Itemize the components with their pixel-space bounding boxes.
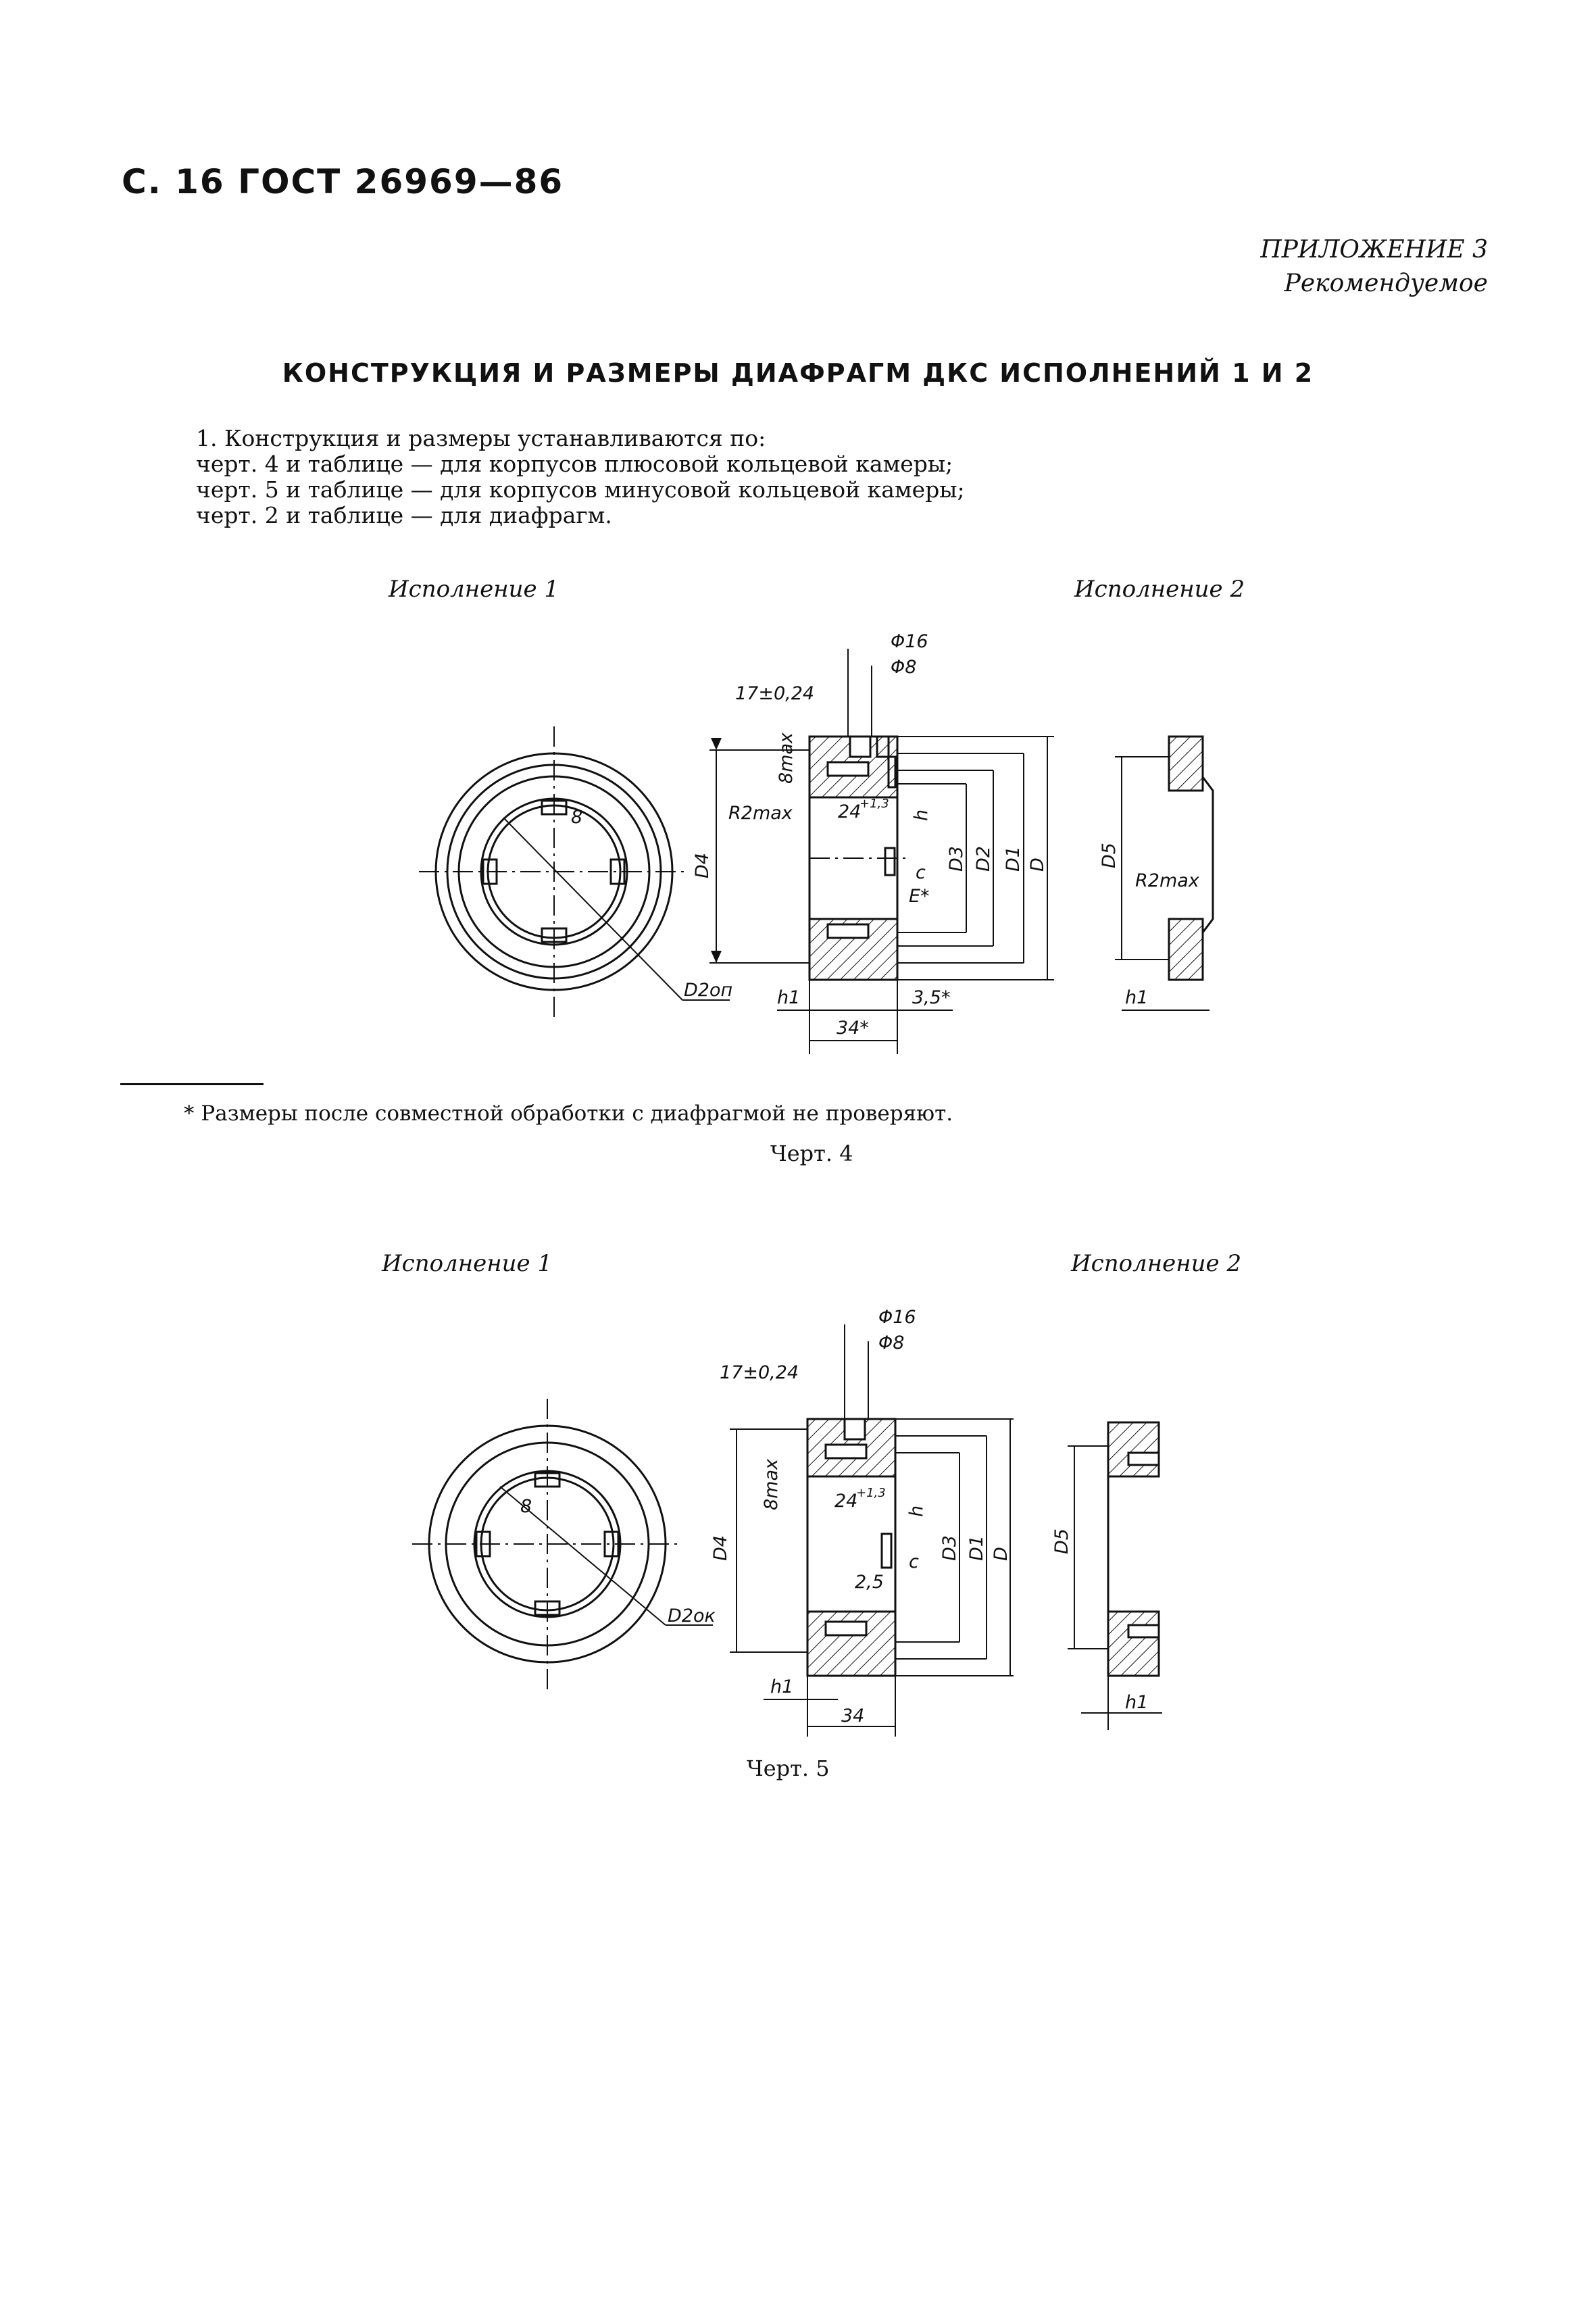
fig4-dim-h: h [911, 809, 932, 821]
fig5-dim-d1: D1 [966, 1535, 987, 1561]
fig4-dim-e: E* [909, 886, 930, 907]
fig4-dim-d: D [1027, 857, 1048, 872]
footnote: * Размеры после совместной обработки с диафрагмой не проверяют. [184, 1101, 953, 1126]
fig4-dim-24: 24 [838, 801, 862, 822]
fig5-v2-dim-h1: h1 [1125, 1692, 1149, 1713]
fig4-v2-dim-d5: D5 [1099, 843, 1120, 868]
fig4-dim-r2max: R2max [728, 803, 793, 824]
fig5-label-right: Исполнение 2 [1071, 1250, 1242, 1277]
fig5-dim-phi8: Φ8 [878, 1333, 905, 1353]
fig4-dim-8max: 8max [776, 732, 797, 784]
fig4-front-view [419, 726, 733, 1017]
paragraph-line: черт. 2 и таблице — для диафрагм. [196, 502, 612, 528]
fig5-dim-34: 34 [841, 1706, 865, 1726]
fig5-dim-2-5: 2,5 [855, 1572, 884, 1593]
fig5-v2-dim-d5: D5 [1051, 1528, 1072, 1554]
fig5-dim-24-tol: +1,3 [856, 1486, 886, 1500]
paragraph-line: черт. 4 и таблице — для корпусов плюсовой кольцевой камеры; [196, 451, 953, 477]
fig4-dim-c: c [916, 862, 926, 883]
fig5-dim-h1: h1 [770, 1676, 794, 1697]
fig5-label-left: Исполнение 1 [382, 1250, 553, 1277]
fig5-dim-h: h [906, 1505, 927, 1517]
fig4-dim-d2op: D2оп [684, 980, 733, 1001]
fig5-section-view [730, 1324, 1014, 1737]
fig5-dim-24: 24 [834, 1491, 858, 1512]
fig4-dim-d1: D1 [1003, 846, 1024, 872]
fig5-dim-d4: D4 [710, 1535, 731, 1561]
paragraph-line: черт. 5 и таблице — для корпусов минусовой кольцевой камеры; [196, 476, 965, 503]
fig5-dim-d: D [991, 1547, 1012, 1561]
section-title: КОНСТРУКЦИЯ И РАЗМЕРЫ ДИАФРАГМ ДКС ИСПОЛНЕНИЙ 1 И 2 [282, 358, 1314, 388]
fig4-label-left: Исполнение 1 [389, 576, 559, 603]
footnote-rule [120, 1083, 264, 1085]
fig5-dim-17: 17±0,24 [720, 1362, 799, 1383]
page-header: С. 16 ГОСТ 26969—86 [122, 162, 564, 201]
fig4-v2-dim-r2max: R2max [1135, 870, 1199, 891]
fig4-dim-phi16: Φ16 [891, 631, 928, 652]
fig4-dim-phi8: Φ8 [891, 657, 917, 678]
appendix-title: ПРИЛОЖЕНИЕ 3 [1260, 236, 1488, 264]
fig5-dim-8max: 8max [761, 1458, 782, 1510]
fig5-dim-c: c [909, 1551, 919, 1572]
appendix-subtitle: Рекомендуемое [1284, 270, 1488, 297]
fig5-dim-d3: D3 [939, 1535, 960, 1561]
fig5-dim-8: 8 [520, 1496, 532, 1517]
fig5-dim-phi16: Φ16 [878, 1307, 916, 1328]
fig4-dim-17: 17±0,24 [735, 683, 815, 704]
paragraph-line: 1. Конструкция и размеры устанавливаются по: [196, 425, 766, 451]
fig4-caption: Черт. 4 [770, 1141, 853, 1166]
fig5-front-view [412, 1399, 713, 1689]
fig4-dim-34: 34* [837, 1018, 869, 1039]
fig4-dim-h1: h1 [777, 987, 801, 1008]
fig4-dim-8: 8 [571, 807, 583, 828]
fig4-dim-d2: D2 [973, 846, 994, 872]
fig4-dim-24-tol: +1,3 [859, 797, 889, 811]
fig4-dim-3-5: 3,5* [912, 987, 951, 1008]
fig4-label-right: Исполнение 2 [1074, 576, 1245, 603]
fig5-dim-d2ok: D2ок [668, 1605, 716, 1626]
fig5-variant2-view [1068, 1422, 1162, 1730]
fig4-dim-d3: D3 [946, 846, 967, 872]
fig4-v2-dim-h1: h1 [1125, 987, 1149, 1008]
fig4-dim-d4: D4 [692, 853, 713, 878]
fig5-caption: Черт. 5 [747, 1756, 830, 1781]
